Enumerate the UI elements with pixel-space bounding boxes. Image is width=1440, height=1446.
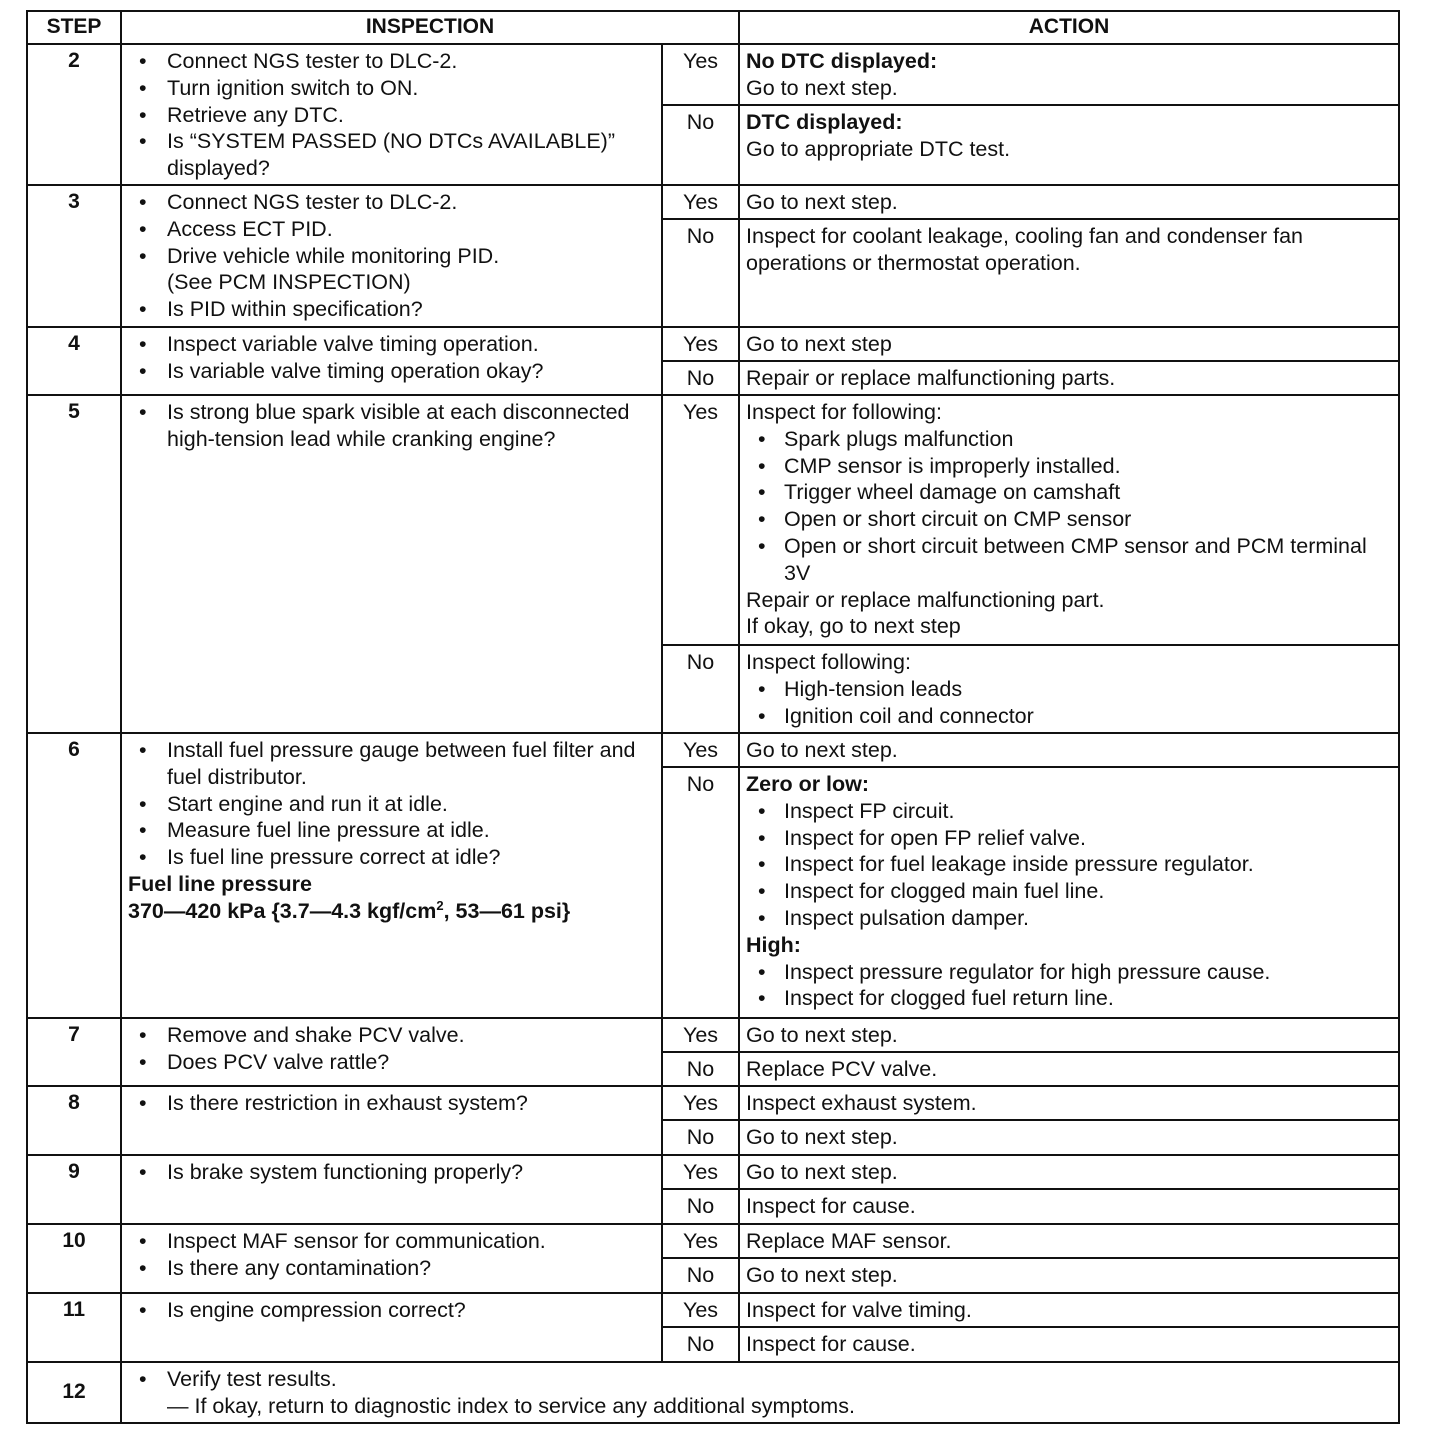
step-4-yes-label: Yes [662,327,739,361]
step-6-no-action [739,767,1399,1018]
spec-value [128,898,657,925]
list-item: • Is “SYSTEM PASSED (NO DTCs AVAILABLE)” displayed? [128,128,657,182]
step-2-number: 2 [27,44,121,185]
list-item: • Does PCV valve rattle? [128,1049,657,1076]
step-12-row [27,1362,1399,1423]
list-item: • High-tension leads [746,676,1392,703]
step-3-yes-label: Yes [662,185,739,219]
step-7-yes-label: Yes [662,1018,739,1052]
list-item: • Inspect for open FP relief valve. [746,825,1392,852]
list-item: • Measure fuel line pressure at idle. [128,817,657,844]
list-item: • Inspect for clogged fuel return line. [746,985,1392,1012]
step-9-no-label: No [662,1189,739,1224]
list-item: • Is strong blue spark visible at each disconnected high-tension lead while cranking engine? [128,399,657,453]
action-intro: Inspect for following: [746,400,942,424]
step-11-yes-action: Inspect for valve timing. [739,1293,1399,1327]
list-item: • Turn ignition switch to ON. [128,75,657,102]
step-12-note: — If okay, return to diagnostic index to service any additional symptoms. [167,1393,855,1418]
step-5-yes-action [739,395,1399,645]
spec-value-sup: 2 [436,897,444,913]
action-title: Zero or low: [746,772,870,796]
step-9-inspection [121,1155,662,1224]
step-6-yes-action: Go to next step. [739,733,1399,767]
spec-value-b: , 53—61 psi} [443,898,571,923]
step-9-no-action: Inspect for cause. [739,1189,1399,1224]
list-item: • Access ECT PID. [128,216,657,243]
spec-value-a: 370—420 kPa {3.7—4.3 kgf/cm [128,898,437,923]
list-item: • Install fuel pressure gauge between fuel filter and fuel distributor. [128,737,657,791]
step-7-inspection [121,1018,662,1086]
action-title: High: [746,932,801,957]
list-item: • Inspect pressure regulator for high pressure cause. [746,959,1392,986]
step-4-no-label: No [662,361,739,395]
action-text: If okay, go to next step [746,614,961,639]
step-7-yes-action: Go to next step. [739,1018,1399,1052]
step-5-number: 5 [27,395,121,733]
step-10-no-label: No [662,1258,739,1293]
step-2-yes-action [739,44,1399,105]
action-text: Go to next step. [746,75,898,100]
step-10-no-action: Go to next step. [739,1258,1399,1293]
step-3-yes-row [27,185,1399,219]
step-10-yes-action: Replace MAF sensor. [739,1224,1399,1258]
step-9-yes-label: Yes [662,1155,739,1189]
step-4-yes-row [27,327,1399,361]
list-item: • Inspect pulsation damper. [746,905,1392,932]
diagnostic-table [26,10,1400,1424]
step-4-yes-action: Go to next step [739,327,1399,361]
list-item: • CMP sensor is improperly installed. [746,453,1392,480]
step-5-no-action [739,645,1399,733]
step-11-no-label: No [662,1327,739,1362]
list-item: • Is variable valve timing operation okay? [128,358,657,385]
action-intro: Inspect following: [746,650,911,674]
step-4-inspection [121,327,662,395]
header-step: STEP [27,11,121,44]
action-text: Go to appropriate DTC test. [746,136,1011,161]
step-8-yes-label: Yes [662,1086,739,1120]
step-8-no-action: Go to next step. [739,1120,1399,1155]
step-7-yes-row [27,1018,1399,1052]
list-item: • Connect NGS tester to DLC-2. [128,189,657,216]
list-item: • Inspect FP circuit. [746,798,1392,825]
step-10-yes-label: Yes [662,1224,739,1258]
header-row [27,11,1399,44]
list-item: • Ignition coil and connector [746,703,1392,730]
header-inspection: INSPECTION [121,11,739,44]
list-item: • Inspect MAF sensor for communication. [128,1228,657,1255]
step-2-yes-row [27,44,1399,105]
list-item: • Is PID within specification? [128,296,657,323]
list-item: • Spark plugs malfunction [746,426,1392,453]
step-10-number: 10 [27,1224,121,1293]
step-6-number: 6 [27,733,121,1018]
step-9-yes-action: Go to next step. [739,1155,1399,1189]
step-12-inspection [121,1362,1399,1423]
list-item: • Start engine and run it at idle. [128,791,657,818]
step-8-yes-row [27,1086,1399,1120]
step-4-number: 4 [27,327,121,395]
list-item: • Is brake system functioning properly? [128,1159,657,1186]
step-2-no-action [739,105,1399,185]
list-item: • Inspect for fuel leakage inside pressure regulator. [746,851,1392,878]
list-item: • Is there any contamination? [128,1255,657,1282]
list-item: • Trigger wheel damage on camshaft [746,479,1392,506]
step-10-yes-row [27,1224,1399,1258]
step-5-yes-label: Yes [662,395,739,645]
step-6-inspection [121,733,662,1018]
step-3-no-label: No [662,219,739,327]
step-11-yes-label: Yes [662,1293,739,1327]
list-item: • Verify test results. [128,1366,1394,1393]
step-11-yes-row [27,1293,1399,1327]
step-6-yes-label: Yes [662,733,739,767]
step-7-no-label: No [662,1052,739,1086]
list-item: • Is fuel line pressure correct at idle? [128,844,657,871]
step-5-yes-row [27,395,1399,645]
list-item [128,243,657,297]
step-2-yes-label: Yes [662,44,739,105]
step-3-inspection [121,185,662,327]
list-item: • Open or short circuit on CMP sensor [746,506,1392,533]
step-8-yes-action: Inspect exhaust system. [739,1086,1399,1120]
header-action: ACTION [739,11,1399,44]
list-item: • Remove and shake PCV valve. [128,1022,657,1049]
step-8-number: 8 [27,1086,121,1155]
list-item: • Is engine compression correct? [128,1297,657,1324]
step-3-yes-action: Go to next step. [739,185,1399,219]
step-3-no-action: Inspect for coolant leakage, cooling fan and condenser fan operations or thermostat operation. [739,219,1399,327]
step-7-number: 7 [27,1018,121,1086]
action-title: DTC displayed: [746,110,903,134]
step-8-no-label: No [662,1120,739,1155]
list-item: • Open or short circuit between CMP sensor and PCM terminal 3V [746,533,1392,587]
step-4-no-action: Repair or replace malfunctioning parts. [739,361,1399,395]
step-7-no-action: Replace PCV valve. [739,1052,1399,1086]
list-item: • Retrieve any DTC. [128,102,657,129]
step-3-number: 3 [27,185,121,327]
spec-title: Fuel line pressure [128,871,313,896]
step-9-number: 9 [27,1155,121,1224]
list-item-text: • Drive vehicle while monitoring PID. [167,243,500,268]
step-8-inspection [121,1086,662,1155]
step-5-inspection [121,395,662,733]
step-6-yes-row [27,733,1399,767]
step-11-no-action: Inspect for cause. [739,1327,1399,1362]
step-6-no-label: No [662,767,739,1018]
step-9-yes-row [27,1155,1399,1189]
step-10-inspection [121,1224,662,1293]
step-11-number: 11 [27,1293,121,1362]
step-12-number: 12 [27,1362,121,1423]
step-11-inspection [121,1293,662,1362]
list-item: • Is there restriction in exhaust system? [128,1090,657,1117]
step-2-no-label: No [662,105,739,185]
list-item: • Inspect variable valve timing operation. [128,331,657,358]
action-text: Repair or replace malfunctioning part. [746,587,1105,612]
list-item: • Connect NGS tester to DLC-2. [128,48,657,75]
step-2-inspection [121,44,662,185]
step-5-no-label: No [662,645,739,733]
list-item: • Inspect for clogged main fuel line. [746,878,1392,905]
list-item-note: (See PCM INSPECTION) [167,270,411,295]
action-title: No DTC displayed: [746,49,938,73]
